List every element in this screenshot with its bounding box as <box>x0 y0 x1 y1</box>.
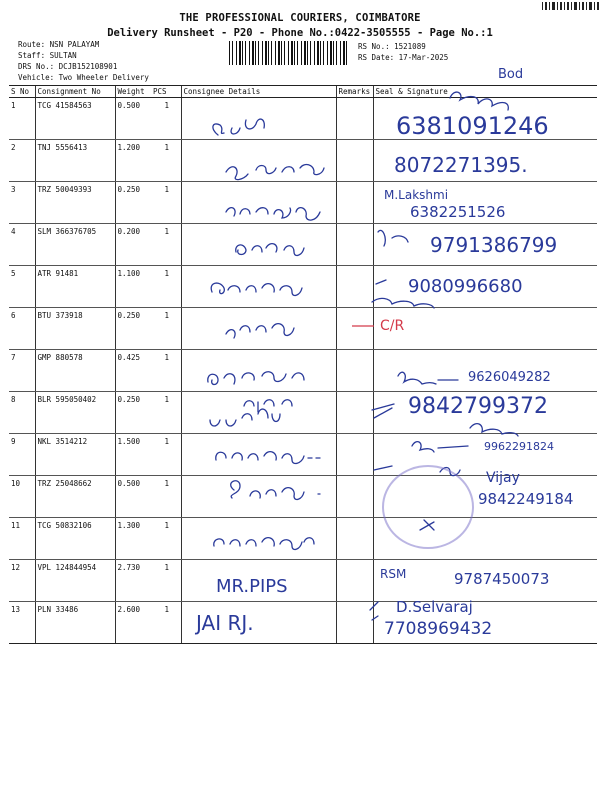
consignment-cell: TCG 41584563 <box>35 98 115 140</box>
sno-cell: 6 <box>9 308 35 350</box>
consignee-name-5 <box>211 283 302 295</box>
signature-name-3: M.Lakshmi <box>384 188 449 202</box>
weight-cell: 0.250 <box>115 308 151 350</box>
col-header-sno: S No <box>9 86 35 98</box>
consignment-cell: VPL 124844954 <box>35 560 115 602</box>
weight-cell: 0.200 <box>115 224 151 266</box>
pcs-cell: 1 <box>151 434 181 476</box>
sno-cell: 4 <box>9 224 35 266</box>
signature-phone-13: 7708969432 <box>384 619 493 639</box>
sno-cell: 12 <box>9 560 35 602</box>
pcs-cell: 1 <box>151 140 181 182</box>
consignee-name-11 <box>214 538 314 550</box>
sno-cell: 8 <box>9 392 35 434</box>
signature-phone-12: 9787450073 <box>454 570 550 588</box>
col-header-pcs: PCS <box>151 86 181 98</box>
weight-cell: 2.600 <box>115 602 151 644</box>
consignee-name-10 <box>231 481 320 500</box>
consignment-cell: GMP 880578 <box>35 350 115 392</box>
route-label: Route: NSN PALAYAM <box>18 40 100 49</box>
pcs-cell: 1 <box>151 518 181 560</box>
consignment-cell: NKL 3514212 <box>35 434 115 476</box>
signature-phone-2: 8072271395. <box>394 153 528 177</box>
weight-cell: 0.250 <box>115 182 151 224</box>
weight-cell: 1.500 <box>115 434 151 476</box>
signature-phone-9: 9962291824 <box>484 440 554 453</box>
consignment-cell: PLN 33486 <box>35 602 115 644</box>
consignee-name-2 <box>226 165 324 180</box>
signature-phone-4: 9791386799 <box>430 233 558 257</box>
consignee-name-6 <box>226 324 294 338</box>
signature-stroke-1 <box>450 92 508 110</box>
sno-cell: 9 <box>9 434 35 476</box>
signature-name-13: D.Selvaraj <box>396 598 473 616</box>
signature-stroke-7 <box>398 372 458 384</box>
weight-cell: 2.730 <box>115 560 151 602</box>
sno-cell: 2 <box>9 140 35 182</box>
signature-phone-8: 9842799372 <box>408 394 548 419</box>
weight-cell: 0.500 <box>115 476 151 518</box>
seal-stamp <box>382 465 474 549</box>
weight-cell: 1.100 <box>115 266 151 308</box>
signature-name-10: Vijay <box>486 470 520 486</box>
consignee-name-12: MR.PIPS <box>216 576 288 597</box>
consignee-name-7 <box>208 372 304 385</box>
consignment-cell: ATR 91481 <box>35 266 115 308</box>
pcs-cell: 1 <box>151 350 181 392</box>
weight-cell: 1.300 <box>115 518 151 560</box>
sno-cell: 1 <box>9 98 35 140</box>
signature-stroke-9 <box>412 442 468 452</box>
vehicle-label: Vehicle: Two Wheeler Delivery <box>18 73 149 82</box>
pcs-cell: 1 <box>151 308 181 350</box>
weight-cell: 0.500 <box>115 98 151 140</box>
signature-phone-10: 9842249184 <box>478 490 574 508</box>
consignment-cell: TCG 50832106 <box>35 518 115 560</box>
col-header-consignee: Consignee Details <box>181 86 336 98</box>
consignment-cell: BLR 595050402 <box>35 392 115 434</box>
consignment-cell: SLM 366376705 <box>35 224 115 266</box>
pcs-cell: 1 <box>151 560 181 602</box>
runsheet-title: Delivery Runsheet - P20 - Phone No.:0422-3505555 - Page No.:1 <box>107 27 493 39</box>
consignment-cell: BTU 373918 <box>35 308 115 350</box>
signature-stroke-13 <box>370 602 378 620</box>
drs-number: DRS No.: DCJB152108901 <box>18 62 118 71</box>
consignee-name-8 <box>210 400 292 426</box>
consignment-cell: TRZ 50049393 <box>35 182 115 224</box>
pcs-cell: 1 <box>151 392 181 434</box>
sno-cell: 10 <box>9 476 35 518</box>
consignee-name-3 <box>226 208 320 220</box>
consignee-name-4 <box>236 244 304 256</box>
signature-phone-5: 9080996680 <box>408 276 523 297</box>
signature-stroke-4 <box>378 230 408 246</box>
pcs-cell: 1 <box>151 476 181 518</box>
pcs-cell: 1 <box>151 266 181 308</box>
sno-cell: 5 <box>9 266 35 308</box>
consignee-name-1 <box>213 119 264 135</box>
consignee-name-13: JAI RJ. <box>196 611 254 635</box>
pcs-cell: 1 <box>151 602 181 644</box>
company-name: THE PROFESSIONAL COURIERS, COIMBATORE <box>179 12 421 24</box>
signature-phone-7: 9626049282 <box>468 370 551 385</box>
col-header-consignment: Consignment No <box>35 86 115 98</box>
signature-phone-3: 6382251526 <box>410 203 506 221</box>
sno-cell: 13 <box>9 602 35 644</box>
consignment-cell: TRZ 25048662 <box>35 476 115 518</box>
rs-number: RS No.: 1521089 <box>358 42 426 51</box>
pcs-cell: 1 <box>151 182 181 224</box>
pcs-cell: 1 <box>151 98 181 140</box>
signature-initials-12: RSM <box>380 567 407 581</box>
consignment-cell: TNJ 5556413 <box>35 140 115 182</box>
consignee-name-9 <box>216 452 320 464</box>
col-header-signature: Seal & Signature <box>373 86 597 98</box>
weight-cell: 1.200 <box>115 140 151 182</box>
weight-cell: 0.250 <box>115 392 151 434</box>
sno-cell: 11 <box>9 518 35 560</box>
rs-date: RS Date: 17-Mar-2025 <box>358 53 449 62</box>
sno-cell: 7 <box>9 350 35 392</box>
staff-label: Staff: SULTAN <box>18 51 77 60</box>
remark-mark-6: C/R <box>380 318 405 334</box>
signature-phone-1: 6381091246 <box>396 112 549 140</box>
weight-cell: 0.425 <box>115 350 151 392</box>
col-header-weight: Weight <box>115 86 151 98</box>
col-header-remarks: Remarks <box>336 86 373 98</box>
signature-top-note: Bod <box>498 67 524 82</box>
pcs-cell: 1 <box>151 224 181 266</box>
sno-cell: 3 <box>9 182 35 224</box>
